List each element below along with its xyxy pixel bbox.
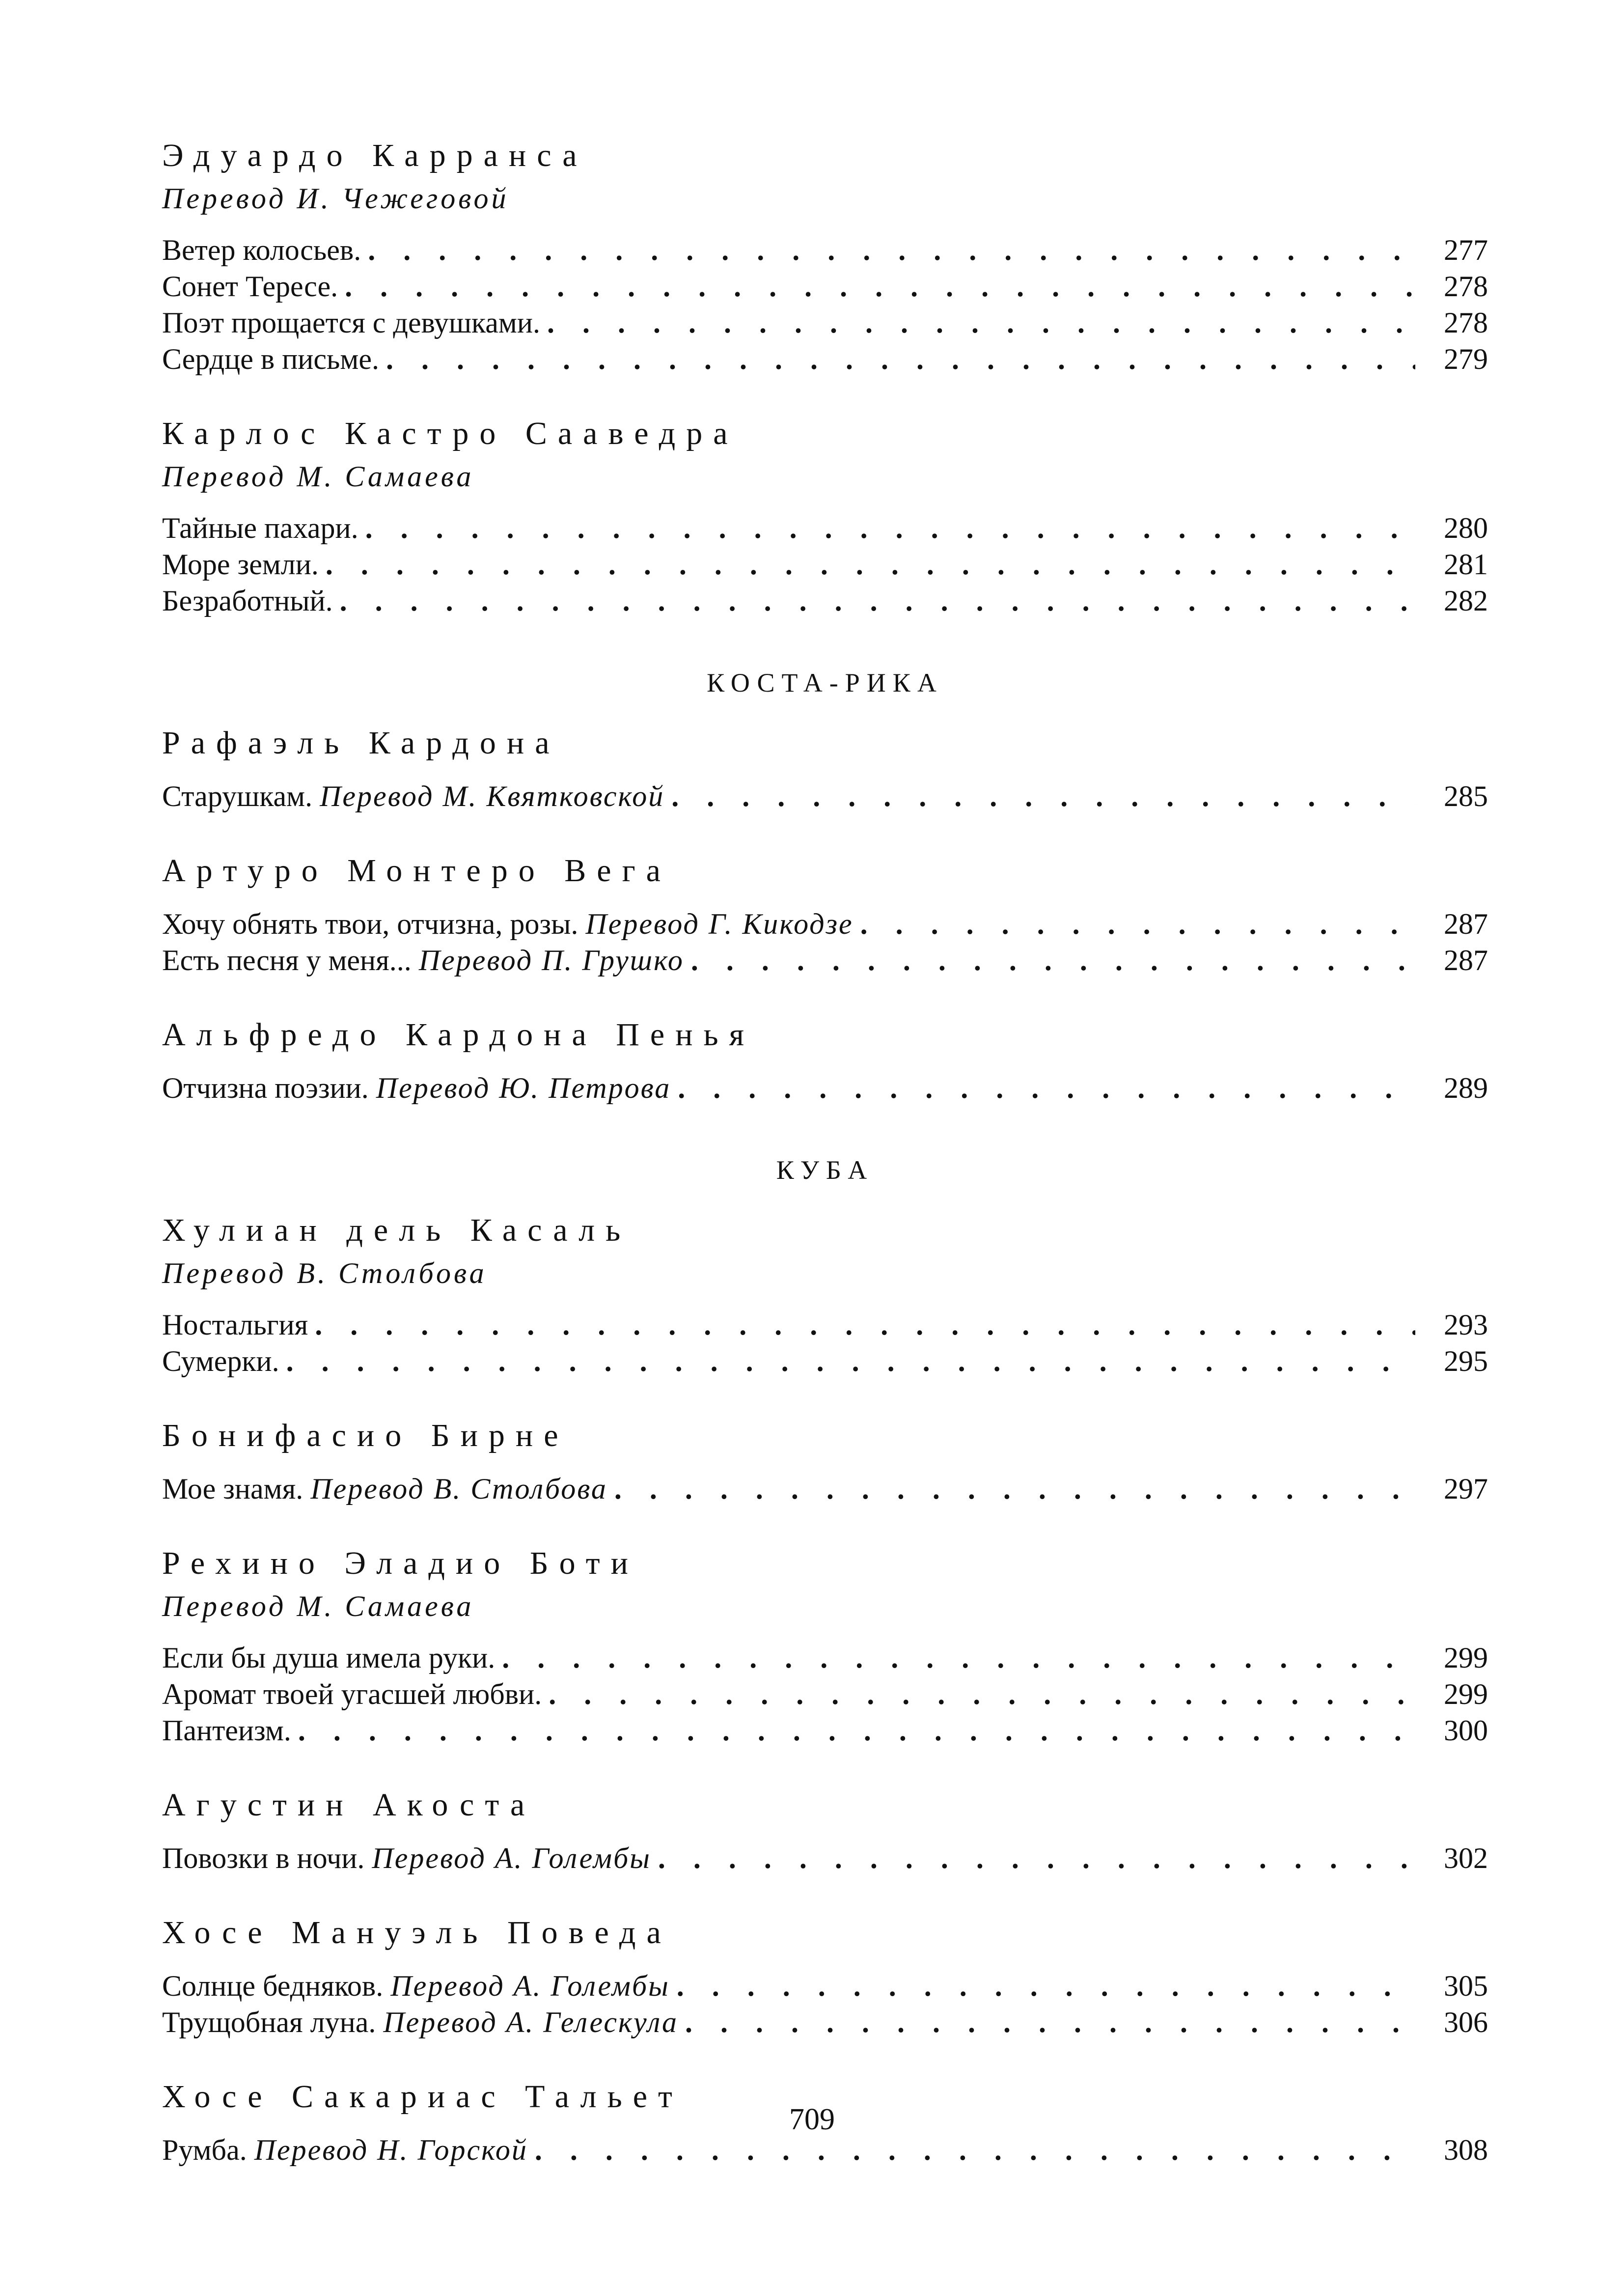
poem-title: Трущобная луна. [162,2006,376,2038]
dot-leader [549,1676,1415,1712]
entry-page-number: 282 [1444,585,1488,617]
toc-entry[interactable] [162,341,1488,377]
poem-title: Повозки в ночи. [162,1842,365,1874]
entry-title [162,1343,279,1379]
dot-leader [658,1840,1415,1876]
author-section [162,849,1488,978]
entry-page-number: 280 [1444,512,1488,544]
poem-title: Безработный. [162,585,333,617]
entry-list [162,906,1488,978]
toc-entry[interactable] [162,1676,1488,1712]
toc-entry[interactable] [162,1840,1488,1876]
toc-entry[interactable] [162,942,1488,978]
poem-title: Поэт прощается с девушками. [162,307,541,339]
toc-entry[interactable] [162,778,1488,814]
dot-leader [671,778,1415,814]
dot-leader [678,1070,1415,1106]
poem-title: Тайные пахари. [162,512,358,544]
author-section [162,412,1488,619]
entry-title [162,1471,607,1507]
author-name: Хулиан дель Касаль [162,1212,632,1248]
entry-translator: Перевод А. Голембы [390,1970,670,2002]
poem-title: Море земли. [162,548,319,581]
author-section [162,1783,1488,1876]
poem-title: Если бы душа имела руки. [162,1642,495,1674]
entry-page-number: 287 [1444,908,1488,940]
entry-translator: Перевод П. Грушко [418,944,684,976]
poem-title: Старушкам. [162,780,313,812]
entry-list [162,510,1488,619]
entry-translator: Перевод Н. Горской [254,2134,528,2166]
entry-title [162,1307,308,1343]
entry-page-number: 305 [1444,1970,1488,2002]
toc-entry[interactable] [162,232,1488,268]
translator-credit: Перевод В. Столбова [162,1257,487,1289]
toc-entry[interactable] [162,583,1488,619]
dot-leader [547,305,1415,341]
entry-title [162,341,379,377]
author-section [162,1208,1488,1379]
toc-entry[interactable] [162,1640,1488,1676]
entry-title [162,1640,495,1676]
poem-title: Пантеизм. [162,1714,291,1747]
toc-entry[interactable] [162,2132,1488,2168]
poem-title: Мое знамя. [162,1473,303,1505]
entry-page-number: 285 [1444,780,1488,812]
toc-entry[interactable] [162,305,1488,341]
entry-list [162,1968,1488,2040]
entry-translator: Перевод М. Квятковской [320,780,665,812]
entry-page-number: 293 [1444,1309,1488,1341]
entry-translator: Перевод А. Голембы [372,1842,651,1874]
poem-title: Сонет Тересе. [162,270,338,303]
entry-title [162,2004,678,2040]
dot-leader [315,1307,1415,1343]
author-name: Карлос Кастро Сааведра [162,416,739,451]
entry-title [162,1676,542,1712]
toc-entry[interactable] [162,1070,1488,1106]
author-section [162,134,1488,377]
entry-translator: Перевод Ю. Петрова [376,1072,671,1104]
entry-title [162,906,853,942]
entry-page-number: 297 [1444,1473,1488,1505]
poem-title: Румба. [162,2134,247,2166]
author-name: Эдуардо Карранса [162,138,588,173]
entry-page-number: 281 [1444,548,1488,581]
entry-page-number: 279 [1444,343,1488,375]
author-name: Бонифасио Бирне [162,1418,569,1453]
entry-list [162,1840,1488,1876]
dot-leader [340,583,1415,619]
author-name: Альфредо Кардона Пенья [162,1017,755,1053]
page-number: 709 [789,2103,835,2136]
poem-title: Есть песня у меня... [162,944,412,976]
toc-entry[interactable] [162,546,1488,583]
entry-title [162,583,333,619]
dot-leader [860,906,1415,942]
poem-title: Ветер колосьев. [162,234,361,266]
entry-title [162,510,358,546]
author-name: Артуро Монтеро Вега [162,853,671,889]
dot-leader [502,1640,1415,1676]
toc-entry[interactable] [162,2004,1488,2040]
author-name: Хосе Сакариас Тальет [162,2079,683,2115]
entry-list [162,778,1488,814]
poem-title: Аромат твоей угасшей любви. [162,1678,542,1710]
entry-page-number: 289 [1444,1072,1488,1104]
entry-title [162,1840,651,1876]
translator-credit: Перевод М. Самаева [162,1590,474,1622]
dot-leader [677,1968,1415,2004]
entry-list [162,1070,1488,1106]
dot-leader [365,510,1415,546]
entry-translator: Перевод Г. Кикодзе [585,908,853,940]
dot-leader [685,2004,1415,2040]
entry-page-number: 299 [1444,1642,1488,1674]
toc-entry[interactable] [162,1968,1488,2004]
toc-entry[interactable] [162,1307,1488,1343]
dot-leader [345,268,1415,305]
dot-leader [535,2132,1415,2168]
entry-translator: Перевод В. Столбова [310,1473,607,1505]
entry-list [162,2132,1488,2168]
entry-page-number: 306 [1444,2006,1488,2038]
toc-entry[interactable] [162,510,1488,546]
author-name: Рафаэль Кардона [162,725,560,761]
author-section [162,721,1488,814]
entry-translator: Перевод А. Гелескула [383,2006,678,2038]
author-section [162,1541,1488,1749]
author-section [162,1911,1488,2040]
dot-leader [614,1471,1415,1507]
country-heading: КУБА [776,1155,874,1185]
poem-title: Солнце бедняков. [162,1970,384,2002]
toc-entry[interactable] [162,268,1488,305]
entry-page-number: 300 [1444,1714,1488,1747]
entry-title [162,778,664,814]
poem-title: Ностальгия [162,1309,308,1341]
entry-page-number: 302 [1444,1842,1488,1874]
entry-page-number: 287 [1444,944,1488,976]
author-name: Рехино Эладио Боти [162,1545,639,1581]
entry-title [162,2132,528,2168]
entry-page-number: 278 [1444,270,1488,303]
entry-title [162,546,319,583]
author-section [162,1414,1488,1507]
poem-title: Сумерки. [162,1345,279,1377]
entry-page-number: 277 [1444,234,1488,266]
entry-page-number: 278 [1444,307,1488,339]
entry-title [162,1070,671,1106]
dot-leader [298,1712,1415,1749]
dot-leader [691,942,1415,978]
poem-title: Хочу обнять твои, отчизна, розы. [162,908,578,940]
poem-title: Сердце в письме. [162,343,380,375]
dot-leader [326,546,1415,583]
toc-entry[interactable] [162,1712,1488,1749]
entry-title [162,942,684,978]
entry-list [162,1640,1488,1749]
author-name: Хосе Мануэль Поведа [162,1915,672,1951]
entry-title [162,268,338,305]
dot-leader [286,1343,1415,1379]
entry-title [162,305,540,341]
table-of-contents [162,134,1488,2168]
entry-list [162,1307,1488,1379]
translator-credit: Перевод И. Чежеговой [162,182,509,215]
entry-page-number: 295 [1444,1345,1488,1377]
toc-entry[interactable] [162,1343,1488,1379]
toc-entry[interactable] [162,1471,1488,1507]
entry-title [162,232,361,268]
author-section [162,1013,1488,1106]
author-name: Агустин Акоста [162,1787,536,1823]
translator-credit: Перевод М. Самаева [162,460,474,493]
entry-title [162,1712,291,1749]
dot-leader [368,232,1415,268]
entry-page-number: 308 [1444,2134,1488,2166]
entry-page-number: 299 [1444,1678,1488,1710]
poem-title: Отчизна поэзии. [162,1072,369,1104]
entry-list [162,232,1488,377]
toc-entry[interactable] [162,906,1488,942]
dot-leader [386,341,1415,377]
entry-list [162,1471,1488,1507]
entry-title [162,1968,670,2004]
country-heading: КОСТА-РИКА [707,668,943,697]
